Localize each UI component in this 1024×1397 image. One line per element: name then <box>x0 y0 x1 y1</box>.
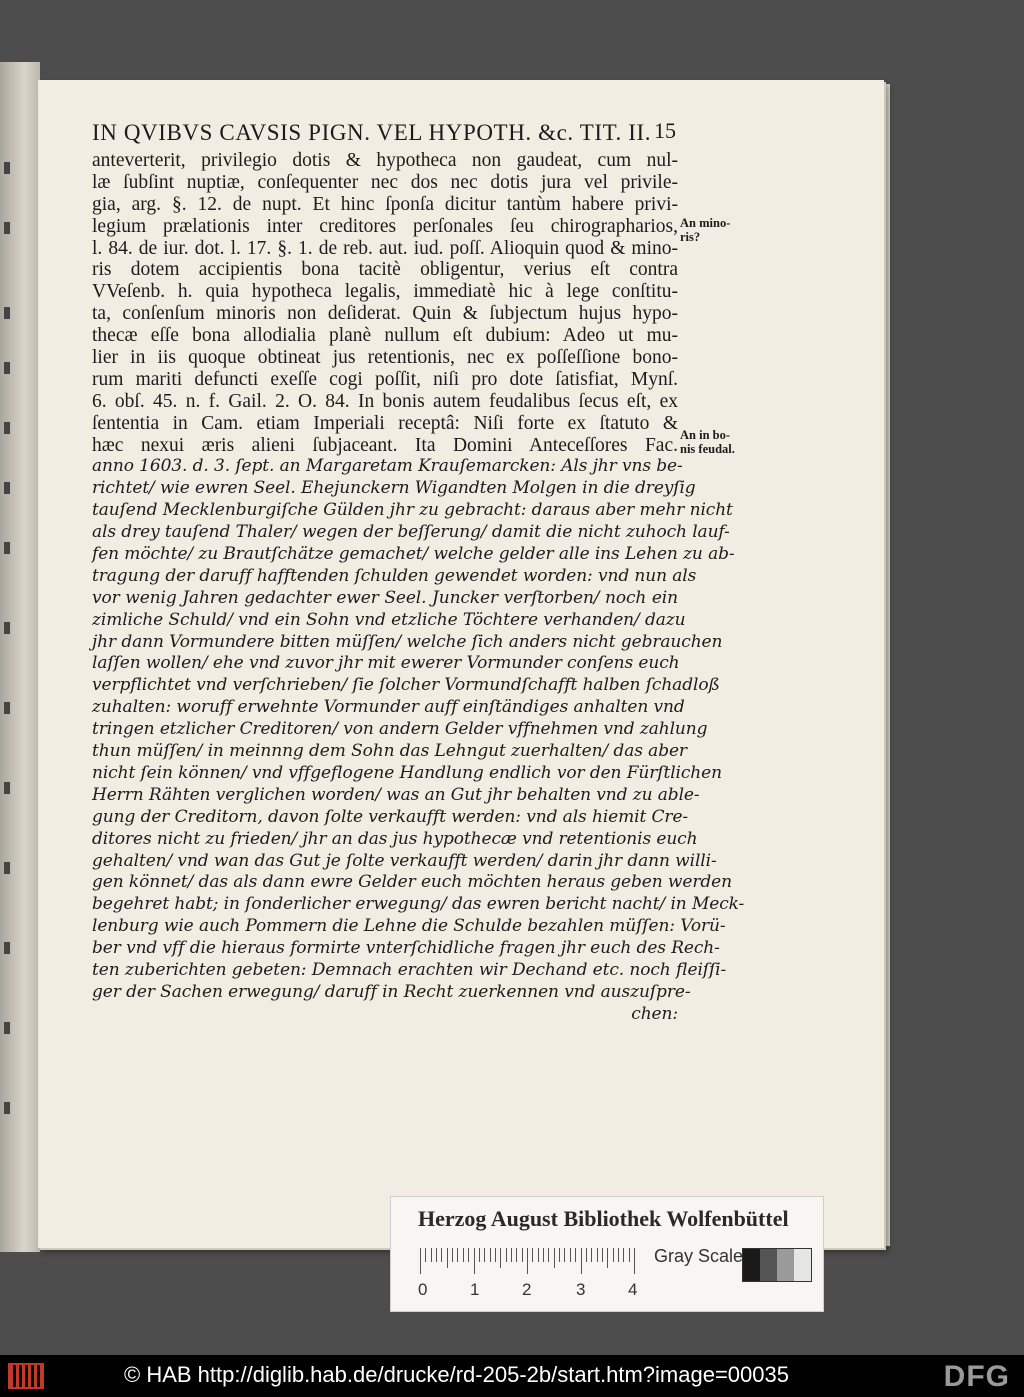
text-line: richtet/ wie ewren Seel. Ehejunckern Wigandten Molgen in die dreyſig <box>92 478 696 499</box>
margin-note-text: An in bo- nis feudal. <box>680 428 735 456</box>
ruler-tick <box>511 1248 512 1262</box>
ruler-tick <box>452 1248 453 1262</box>
text-line: læ ſubſint nuptiæ, conſequenter nec dos nec dotis jura vel privile- <box>92 171 678 193</box>
ruler-tick <box>490 1248 491 1262</box>
ruler-tick <box>559 1248 560 1262</box>
ruler-tick <box>420 1248 421 1274</box>
text-line: lier in iis quoque obtineat jus retentionis, nec ex poſſeſſione bono- <box>92 347 678 369</box>
ruler-label: 0 <box>418 1280 428 1299</box>
copyright-url[interactable]: © HAB http://diglib.hab.de/drucke/rd-205-2b/start.htm?image=00035 <box>124 1362 789 1387</box>
text-line: lenburg wie auch Pommern die Lehne die Schulde bezahlen müſſen: Vorü- <box>92 916 726 937</box>
ruler-tick <box>581 1248 582 1274</box>
ruler-tick <box>623 1248 624 1262</box>
ruler-tick <box>479 1248 480 1262</box>
dfg-logo: DFG <box>943 1360 1010 1393</box>
text-line: Herrn Rähten verglichen worden/ was an Gut jhr behalten vnd zu able- <box>92 784 700 805</box>
library-name: Herzog August Bibliothek Wolfenbüttel <box>418 1206 789 1231</box>
text-line: thecæ eſſe bona allodialia planè nullum eſt dubium: Adeo ut mu- <box>92 325 678 347</box>
text-line: laſſen wollen/ ehe vnd zuvor jhr mit ewerer Vormunder conſens euch <box>92 653 680 674</box>
scale-ruler <box>420 1246 642 1276</box>
footer-bar <box>0 1355 1024 1397</box>
ruler-label: 1 <box>470 1280 480 1299</box>
ruler-tick <box>564 1248 565 1262</box>
text-line: tauſend Mecklenburgiſche Gülden jhr zu gebracht: daraus aber mehr nicht <box>92 500 733 521</box>
ruler-tick <box>613 1248 614 1262</box>
ruler-tick <box>506 1248 507 1262</box>
margin-note-text: An mino- ris? <box>680 216 731 244</box>
text-line: ger der Sachen erwegung/ daruff in Recht zuerkennen vnd auszuſpre- <box>92 981 691 1002</box>
ruler-tick <box>516 1248 517 1262</box>
ruler-tick <box>457 1248 458 1262</box>
text-line: rum mariti defuncti exeſſe cogi poſſit, niſi pro dote ſatisfiat, Mynſ. <box>92 368 678 390</box>
text-line: zuhalten: woruff erwehnte Vormunder auff einſtändiges anhalten vnd <box>92 697 685 718</box>
ruler-tick <box>484 1248 485 1262</box>
ruler-tick <box>431 1248 432 1262</box>
ruler-tick <box>425 1248 426 1262</box>
ruler-tick <box>527 1248 528 1274</box>
text-line: als drey tauſend Thaler/ wegen der beſſerung/ damit die nicht zuhoch lauf- <box>92 522 730 543</box>
ruler-label: 4 <box>628 1280 638 1299</box>
ruler-tick <box>522 1248 523 1262</box>
ruler-tick <box>468 1248 469 1262</box>
ruler-tick <box>602 1248 603 1262</box>
text-line: jhr dann Vormundere bitten müſſen/ welche ſich anders nicht gebrauchen <box>92 631 723 652</box>
catchword: chen: <box>631 1003 678 1024</box>
text-line: tringen etzlicher Creditoren/ von andern Gelder vffnehmen vnd zahlung <box>92 719 708 740</box>
ruler-label: 2 <box>522 1280 532 1299</box>
gray-scale-swatch <box>742 1248 812 1282</box>
text-line: gehalten/ vnd wan das Gut je ſolte verkaufft werden/ darin jhr dann willi- <box>92 850 717 871</box>
text-line: 6. obſ. 45. n. f. Gail. 2. O. 84. In bonis autem feudalibus ſecus eſt, ex <box>92 390 678 412</box>
text-line: verpflichtet vnd verſchrieben/ ſie ſolcher Vormundſchafft halben ſchadloß <box>92 675 720 696</box>
ruler-label: 3 <box>576 1280 586 1299</box>
text-line: anteverterit, privilegio dotis & hypotheca non gaudeat, cum nul- <box>92 150 678 171</box>
text-line: fen möchte/ zu Brautſchätze gemachet/ welche gelder alle ins Lehen zu ab- <box>92 544 735 565</box>
ruler-tick <box>436 1248 437 1262</box>
text-line: ta, conſenſum minoris non deſiderat. Quin & ſubjectum hujus hypo- <box>92 303 678 325</box>
margin-note-feudal <box>680 428 735 456</box>
text-line: ſententia in Cam. etiam Imperiali receptâ: Niſi forte ex ſtatuto & <box>92 412 678 434</box>
page-number: 15 <box>654 118 676 143</box>
text-line: l. 84. de iur. dot. l. 17. §. 1. de reb. aut. iud. poſſ. Alioquin quod & mino- <box>92 237 678 259</box>
ruler-tick <box>575 1248 576 1262</box>
ruler-tick <box>618 1248 619 1262</box>
ruler-tick <box>554 1248 555 1268</box>
ruler-tick <box>586 1248 587 1262</box>
ruler-tick <box>441 1248 442 1262</box>
ruler-tick <box>597 1248 598 1262</box>
ruler-tick <box>500 1248 501 1268</box>
ruler-tick <box>543 1248 544 1262</box>
ruler-tick <box>607 1248 608 1268</box>
text-line: ris dotem accipientis bona tacitè obligentur, verius eſt contra <box>92 259 678 281</box>
text-line: VVeſenb. h. quia hypotheca legalis, immediatè hic à lege conſtitu- <box>92 281 678 303</box>
text-line: gen könnet/ das als dann ewre Gelder euch möchten heraus geben werden <box>92 872 732 893</box>
ruler-tick <box>548 1248 549 1262</box>
text-line: ten zuberichten gebeten: Demnach erachten wir Dechand etc. noch fleiſſi- <box>92 959 727 980</box>
text-line: gia, arg. §. 12. de nupt. Et hinc ſponſa dicitur tantùm habere privi- <box>92 193 678 215</box>
hab-logo-icon <box>8 1363 44 1389</box>
ruler-tick <box>634 1248 635 1274</box>
ruler-tick <box>570 1248 571 1262</box>
ruler-tick <box>591 1248 592 1262</box>
ruler-tick <box>463 1248 464 1262</box>
text-line: anno 1603. d. 3. ſept. an Margaretam Krauſemarcken: Als jhr vns be- <box>92 456 683 477</box>
text-line: thun müſſen/ in meinnng dem Sohn das Lehngut zuerhalten/ das aber <box>92 741 687 762</box>
text-line: tragung der daruff hafftenden ſchulden gewendet worden: vnd nun als <box>92 565 697 586</box>
text-line: gung der Creditorn, davon ſolte verkaufft werden: vnd als hiemit Cre- <box>92 806 689 827</box>
text-line: legium prælationis inter creditores perſonales ſeu chirographarios, <box>92 215 678 237</box>
gray-scale-label: Gray Scale <box>654 1246 744 1266</box>
text-line: zimliche Schuld/ vnd ein Sohn vnd etzliche Töchtere verhanden/ dazu <box>92 609 686 630</box>
text-line: ditores nicht zu frieden/ jhr an das jus hypothecæ vnd retentionis euch <box>92 828 698 849</box>
text-line: nicht ſein können/ vnd vffgeflogene Handlung endlich vor den Fürſtlichen <box>92 762 722 783</box>
text-line: ber vnd vff die hieraus formirte vnterſchidliche fragen jhr euch des Rech- <box>92 938 720 959</box>
ruler-tick <box>447 1248 448 1268</box>
text-line: begehret habt; in ſonderlicher erwegung/ das ewren bericht nacht/ in Meck- <box>92 894 745 915</box>
text-line: vor wenig Jahren gedachter ewer Seel. Juncker verſtorben/ noch ein <box>92 587 678 608</box>
ruler-tick <box>532 1248 533 1262</box>
text-line: hæc nexui æris alieni ſubjaceant. Ita Domini Anteceſſores Fac. <box>92 434 678 456</box>
ruler-tick <box>629 1248 630 1262</box>
ruler-tick <box>474 1248 475 1274</box>
running-header: IN QVIBVS CAVSIS PIGN. VEL HYPOTH. &c. TIT. II. <box>92 120 652 145</box>
margin-note-minoris <box>680 216 730 244</box>
ruler-tick <box>495 1248 496 1262</box>
left-page-edge <box>0 62 40 1252</box>
ruler-tick <box>538 1248 539 1262</box>
